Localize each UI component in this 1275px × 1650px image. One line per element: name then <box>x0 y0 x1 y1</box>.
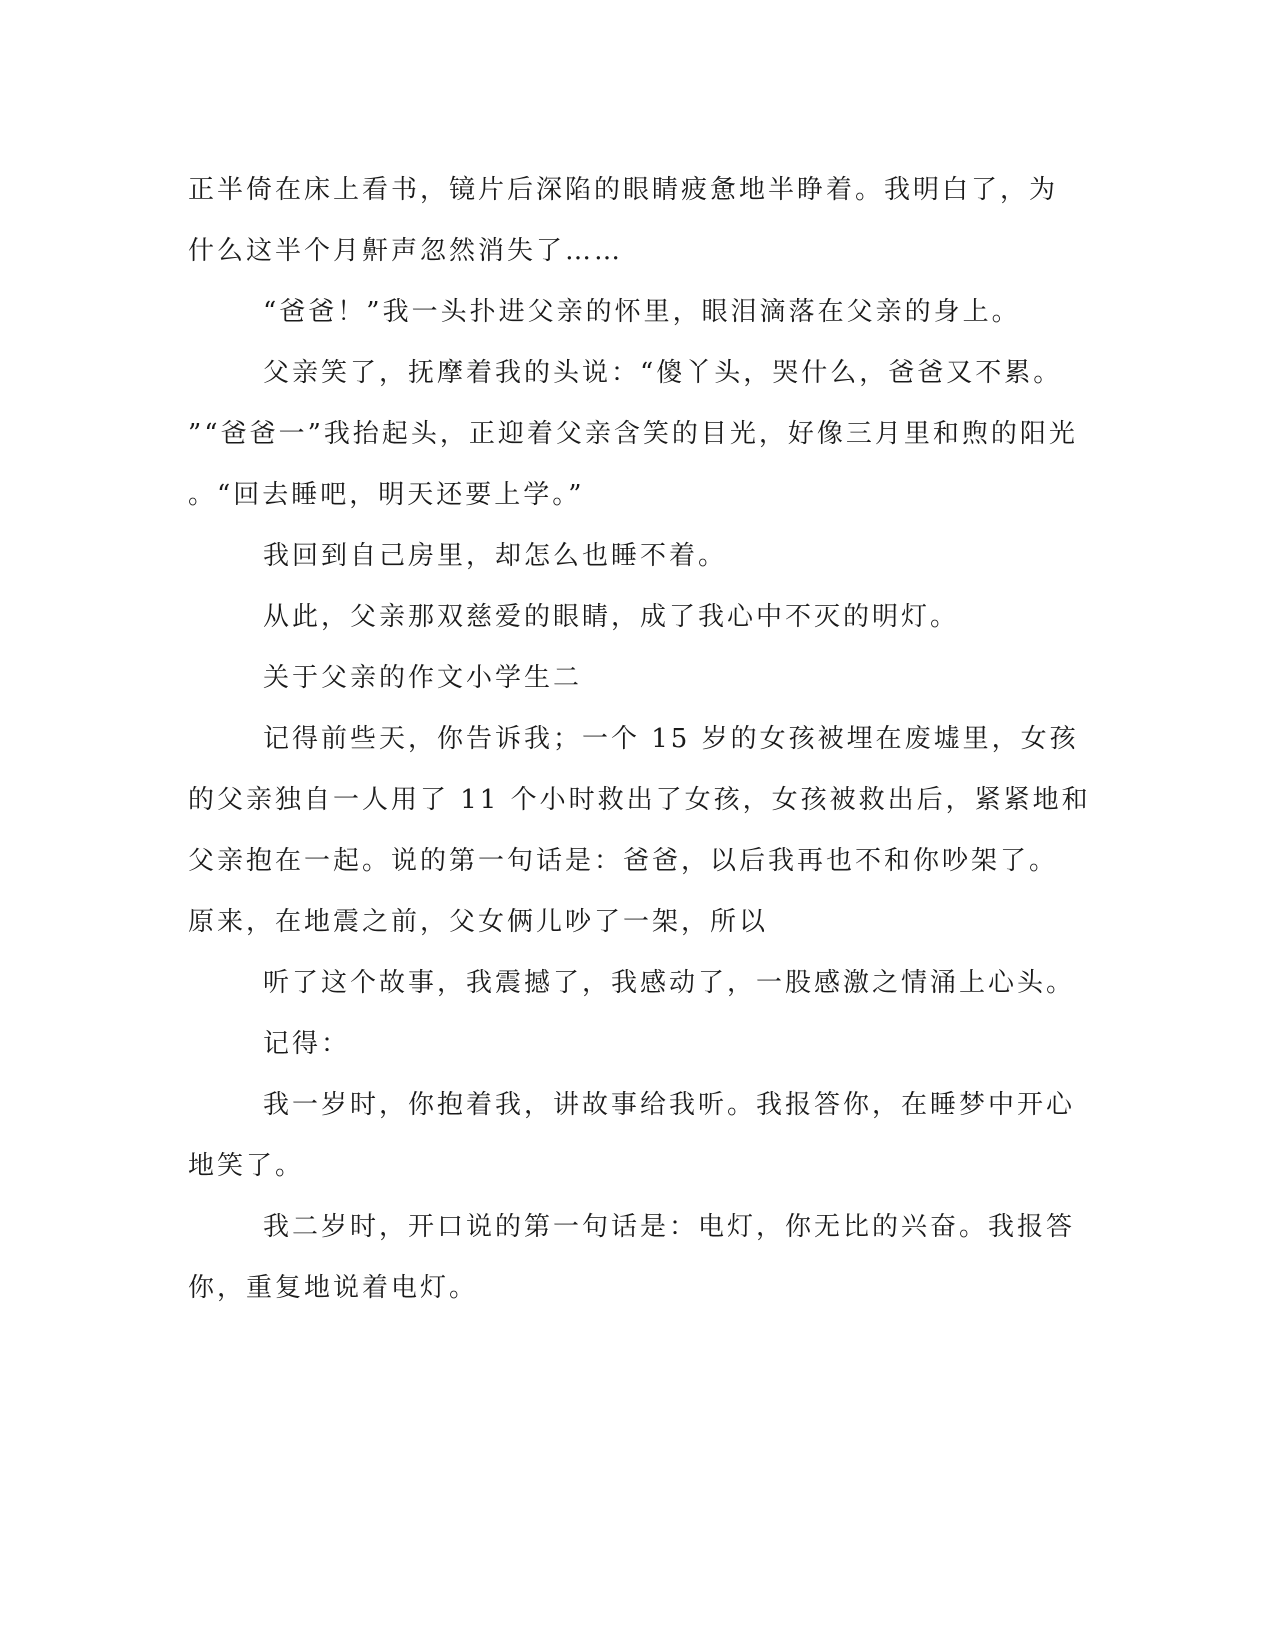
section-heading: 关于父亲的作文小学生二 <box>263 663 583 693</box>
text-line: 什么这半个月鼾声忽然消失了…… <box>188 236 624 266</box>
text-line: 我回到自己房里，却怎么也睡不着。 <box>263 541 728 571</box>
text-line: 记得前些天，你告诉我；一个 15 岁的女孩被埋在废墟里，女孩 <box>263 724 1079 754</box>
text-line: 记得： <box>263 1029 351 1059</box>
text-line: 原来，在地震之前，父女俩儿吵了一架，所以 <box>188 907 769 937</box>
text-line: 听了这个故事，我震撼了，我感动了，一股感激之情涌上心头。 <box>263 968 1076 998</box>
text-line: 你，重复地说着电灯。 <box>188 1273 479 1303</box>
text-line: 我二岁时，开口说的第一句话是：电灯，你无比的兴奋。我报答 <box>263 1212 1076 1242</box>
text-line: 的父亲独自一人用了 11 个小时救出了女孩，女孩被救出后，紧紧地和 <box>188 785 1091 815</box>
text-line: 正半倚在床上看书，镜片后深陷的眼睛疲惫地半睁着。我明白了，为 <box>188 175 1059 205</box>
text-line: 。“回去睡吧，明天还要上学。” <box>188 480 585 510</box>
text-line: “爸爸！”我一头扑进父亲的怀里，眼泪滴落在父亲的身上。 <box>263 297 1021 327</box>
text-line: 我一岁时，你抱着我，讲故事给我听。我报答你，在睡梦中开心 <box>263 1090 1076 1120</box>
text-line: 父亲抱在一起。说的第一句话是：爸爸，以后我再也不和你吵架了。 <box>188 846 1059 876</box>
text-line: 父亲笑了，抚摩着我的头说：“傻丫头，哭什么，爸爸又不累。 <box>263 358 1063 388</box>
document-body <box>188 160 1091 1319</box>
text-line: 从此，父亲那双慈爱的眼睛，成了我心中不灭的明灯。 <box>263 602 960 632</box>
text-line: ”“爸爸一”我抬起头，正迎着父亲含笑的目光，好像三月里和煦的阳光 <box>188 419 1078 449</box>
text-line: 地笑了。 <box>188 1151 305 1181</box>
